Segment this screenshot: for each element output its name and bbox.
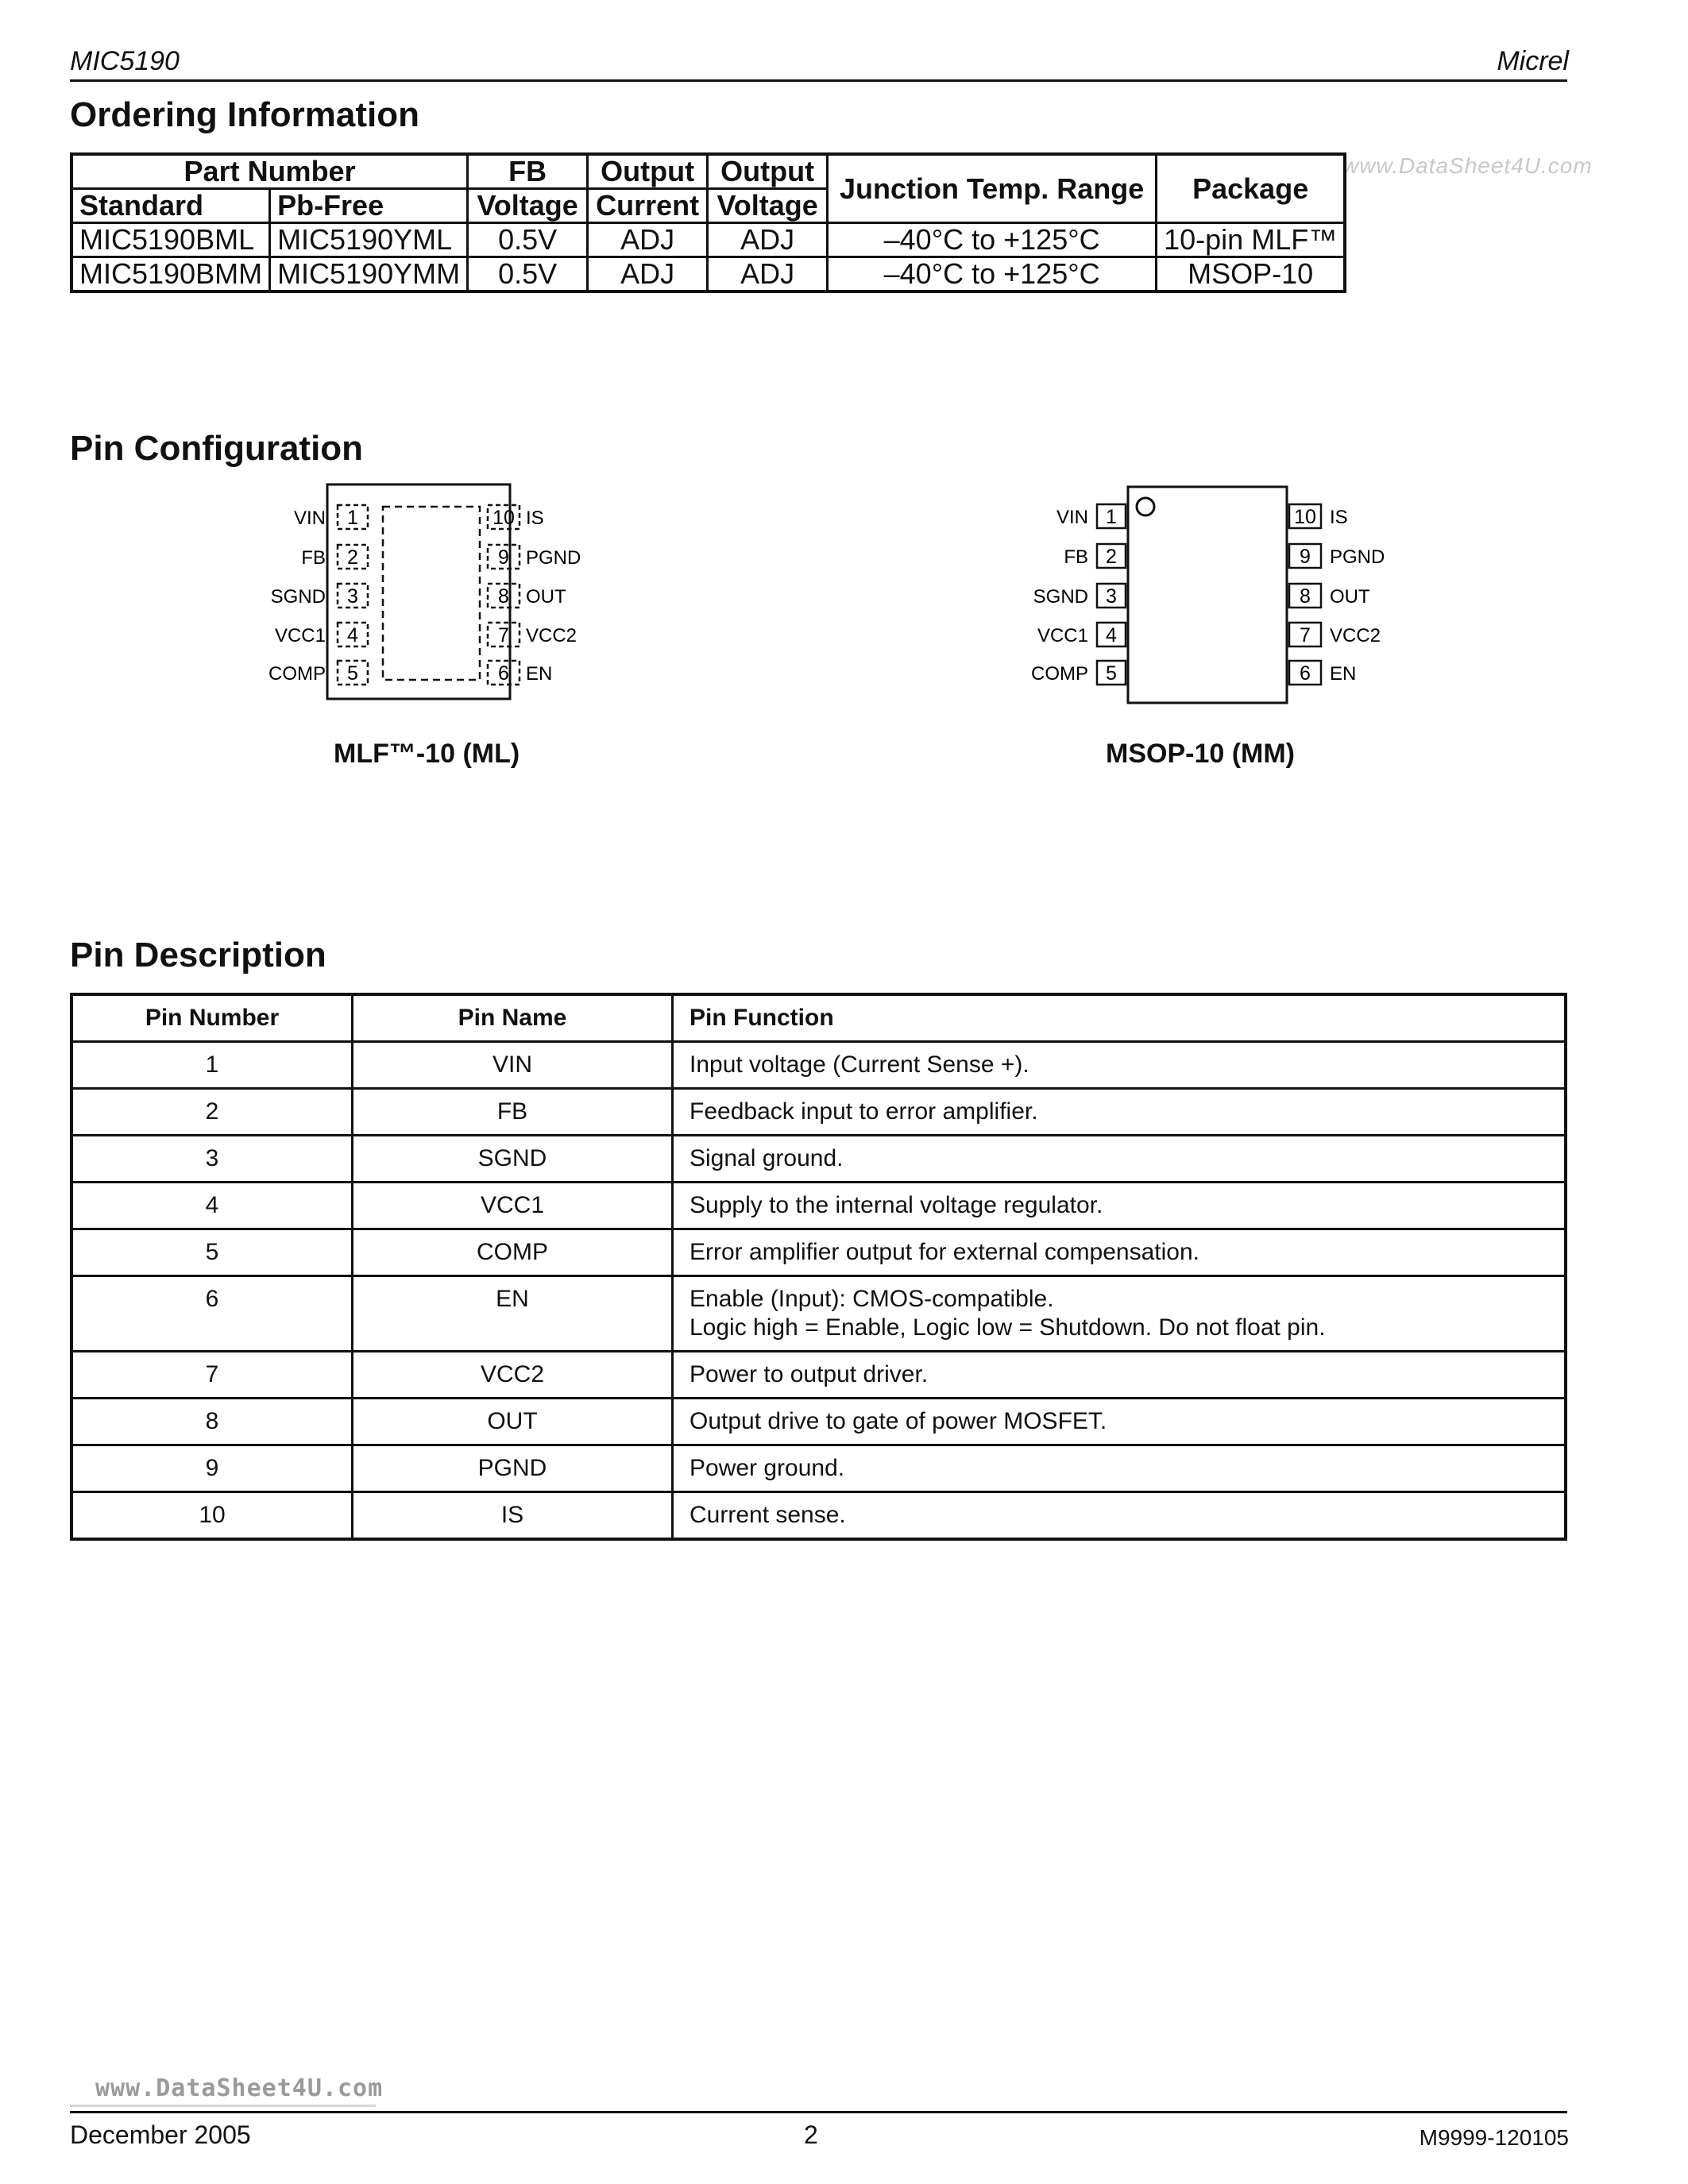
th-ov-2: Voltage xyxy=(708,189,828,223)
cell-pbfree: MIC5190YMM xyxy=(270,257,468,292)
msop-diagram xyxy=(1009,473,1422,711)
cell-pbfree: MIC5190YML xyxy=(270,223,468,257)
msop-pin-num: 10 xyxy=(1294,506,1316,528)
cell-standard: MIC5190BML xyxy=(71,223,270,257)
msop-pin-num: 1 xyxy=(1106,506,1117,528)
mlf-pin-num: 1 xyxy=(347,507,358,529)
msop-pin-num: 6 xyxy=(1300,662,1311,685)
table-row xyxy=(71,1136,1566,1183)
msop-pin-num: 9 xyxy=(1300,546,1311,568)
table-row xyxy=(71,1183,1566,1229)
pin-description-table xyxy=(70,993,1567,1541)
pin-name-cell: EN xyxy=(353,1276,673,1352)
pin-number-cell: 3 xyxy=(71,1136,353,1183)
table-row xyxy=(71,1089,1566,1136)
header-part-number: MIC5190 xyxy=(70,46,180,76)
table-row xyxy=(71,1399,1566,1445)
mlf-pin-label: SGND xyxy=(270,586,326,608)
pin-name-cell: VCC1 xyxy=(353,1183,673,1229)
pin-function-line: Logic high = Enable, Logic low = Shutdown. Do not float pin. xyxy=(689,1314,1326,1341)
pin-function-cell: Feedback input to error amplifier. xyxy=(673,1089,1566,1136)
mlf-pin-num: 4 xyxy=(347,624,358,646)
msop-pin-num: 3 xyxy=(1106,585,1117,608)
th-pin-name: Pin Name xyxy=(353,994,673,1042)
mlf-pin-label: IS xyxy=(526,507,544,529)
msop-caption: MSOP-10 (MM) xyxy=(1106,739,1295,769)
msop-pin-label: FB xyxy=(1064,546,1088,568)
msop-pin-num: 8 xyxy=(1300,585,1311,608)
msop-pin-num: 5 xyxy=(1106,662,1117,685)
pin-number-cell: 7 xyxy=(71,1352,353,1399)
pin-name-cell: SGND xyxy=(353,1136,673,1183)
mlf-pin-num: 6 xyxy=(498,662,509,685)
msop-pin-label: VIN xyxy=(1056,507,1088,528)
cell-current: ADJ xyxy=(588,257,708,292)
mlf-pin-label: COMP xyxy=(268,663,326,685)
pinconfig-title: Pin Configuration xyxy=(70,429,364,468)
msop-pin-label: OUT xyxy=(1330,586,1370,608)
pin-number-cell: 9 xyxy=(71,1445,353,1492)
footer-watermark-line xyxy=(70,2105,376,2107)
msop-pin-label: EN xyxy=(1330,663,1357,685)
watermark-top: www.DataSheet4U.com xyxy=(1342,153,1593,178)
mlf-pin-label: OUT xyxy=(526,586,566,608)
pin-function-cell xyxy=(673,1276,1566,1352)
footer-rule xyxy=(70,2111,1567,2113)
pin-name-cell: VIN xyxy=(353,1042,673,1089)
pin-name-cell: COMP xyxy=(353,1229,673,1276)
pin-function-cell: Input voltage (Current Sense +). xyxy=(673,1042,1566,1089)
msop-pin-label: IS xyxy=(1330,507,1348,528)
msop-pin-label: VCC2 xyxy=(1330,625,1381,646)
pin-function-cell: Error amplifier output for external compensation. xyxy=(673,1229,1566,1276)
mlf-exposed-pad xyxy=(383,507,480,680)
header-company: Micrel xyxy=(1497,46,1569,76)
msop-pin-num: 4 xyxy=(1106,624,1117,646)
th-standard: Standard xyxy=(71,189,270,223)
th-pin-number: Pin Number xyxy=(71,994,353,1042)
pin-function-cell: Output drive to gate of power MOSFET. xyxy=(673,1399,1566,1445)
th-ov-1: Output xyxy=(708,154,828,189)
cell-package: 10-pin MLF™ xyxy=(1157,223,1346,257)
msop-pin-num: 2 xyxy=(1106,546,1117,568)
th-part-number: Part Number xyxy=(71,154,468,189)
msop-pin-num: 7 xyxy=(1300,624,1311,646)
mlf-pin-label: PGND xyxy=(526,547,581,569)
table-row xyxy=(71,1276,1566,1352)
th-fb-1: FB xyxy=(468,154,588,189)
pin-number-cell: 4 xyxy=(71,1183,353,1229)
pin-number-cell: 6 xyxy=(71,1276,353,1352)
msop-pin-label: PGND xyxy=(1330,546,1385,568)
pin-name-cell: VCC2 xyxy=(353,1352,673,1399)
pin-function-cell: Signal ground. xyxy=(673,1136,1566,1183)
pin1-dot-icon xyxy=(1137,498,1154,515)
th-fb-2: Voltage xyxy=(468,189,588,223)
pin-function-cell: Power ground. xyxy=(673,1445,1566,1492)
th-temp: Junction Temp. Range xyxy=(828,154,1157,223)
cell-temp: –40°C to +125°C xyxy=(828,257,1157,292)
pin-function-cell: Supply to the internal voltage regulator. xyxy=(673,1183,1566,1229)
pin-number-cell: 1 xyxy=(71,1042,353,1089)
mlf-pin-label: VCC1 xyxy=(274,625,326,646)
cell-fb: 0.5V xyxy=(468,257,588,292)
cell-voltage: ADJ xyxy=(708,257,828,292)
pin-function-cell: Current sense. xyxy=(673,1492,1566,1540)
table-row xyxy=(71,1352,1566,1399)
table-row xyxy=(71,1229,1566,1276)
ordering-row xyxy=(71,257,1345,292)
footer-doc-number: M9999-120105 xyxy=(1419,2125,1569,2150)
cell-package: MSOP-10 xyxy=(1157,257,1346,292)
mlf-pin-num: 8 xyxy=(498,585,509,608)
footer-date: December 2005 xyxy=(70,2120,251,2149)
th-package: Package xyxy=(1157,154,1346,223)
th-pin-function: Pin Function xyxy=(673,994,1566,1042)
msop-pin-label: SGND xyxy=(1033,586,1088,608)
footer-page-number: 2 xyxy=(804,2120,818,2149)
ordering-table xyxy=(70,152,1346,293)
pin-name-cell: OUT xyxy=(353,1399,673,1445)
cell-fb: 0.5V xyxy=(468,223,588,257)
pin-number-cell: 2 xyxy=(71,1089,353,1136)
pin-name-cell: FB xyxy=(353,1089,673,1136)
mlf-pin-num: 9 xyxy=(498,546,509,569)
pin-name-cell: IS xyxy=(353,1492,673,1540)
pindesc-title: Pin Description xyxy=(70,936,326,974)
table-row xyxy=(71,1492,1566,1540)
pin-number-cell: 5 xyxy=(71,1229,353,1276)
pin-name-cell: PGND xyxy=(353,1445,673,1492)
mlf-pin-num: 2 xyxy=(347,546,358,569)
cell-current: ADJ xyxy=(588,223,708,257)
mlf-pin-num: 7 xyxy=(498,624,509,646)
msop-pin-label: VCC1 xyxy=(1037,625,1088,646)
table-row xyxy=(71,1042,1566,1089)
pin-function-line: Enable (Input): CMOS-compatible. xyxy=(689,1286,1054,1312)
cell-standard: MIC5190BMM xyxy=(71,257,270,292)
footer-watermark: www.DataSheet4U.com xyxy=(95,2074,384,2102)
th-oc-1: Output xyxy=(588,154,708,189)
table-row xyxy=(71,1445,1566,1492)
mlf-pin-num: 10 xyxy=(492,507,515,529)
mlf-diagram xyxy=(238,469,651,707)
msop-package-outline xyxy=(1128,487,1287,703)
mlf-pin-label: FB xyxy=(301,547,326,569)
mlf-pin-num: 5 xyxy=(347,662,358,685)
cell-voltage: ADJ xyxy=(708,223,828,257)
pin-number-cell: 8 xyxy=(71,1399,353,1445)
cell-temp: –40°C to +125°C xyxy=(828,223,1157,257)
mlf-pin-label: VCC2 xyxy=(526,625,577,646)
th-oc-2: Current xyxy=(588,189,708,223)
th-pbfree: Pb-Free xyxy=(270,189,468,223)
msop-pin-label: COMP xyxy=(1031,663,1088,685)
mlf-pin-num: 3 xyxy=(347,585,358,608)
pin-number-cell: 10 xyxy=(71,1492,353,1540)
header-rule xyxy=(70,79,1567,82)
mlf-pin-label: VIN xyxy=(293,507,326,529)
mlf-caption: MLF™-10 (ML) xyxy=(334,739,520,769)
ordering-title: Ordering Information xyxy=(70,95,419,134)
mlf-pin-label: EN xyxy=(526,663,553,685)
ordering-row xyxy=(71,223,1345,257)
pin-function-cell: Power to output driver. xyxy=(673,1352,1566,1399)
